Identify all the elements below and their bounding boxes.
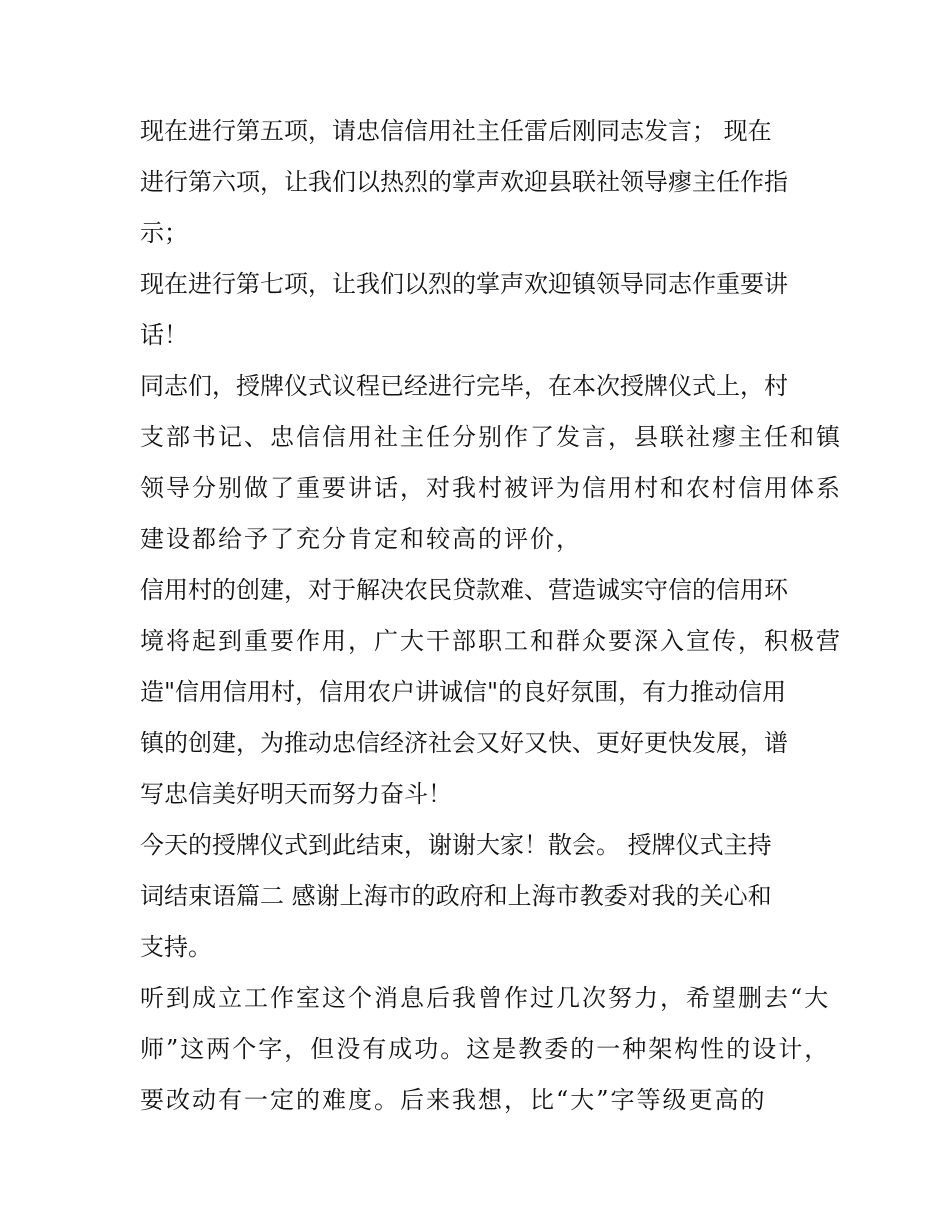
text-line: 支部书记、忠信信用社主任分别作了发言，县联社瘳主任和镇 bbox=[140, 423, 842, 451]
text-line: 师”这两个字，但没有成功。这是教委的一种架构性的设计， bbox=[140, 1035, 831, 1063]
text-line: 现在进行第五项，请忠信信用社主任雷后刚同志发言； 现在 bbox=[140, 117, 772, 145]
text-line: 信用村的创建，对于解决农民贷款难、营造诚实守信的信用环 bbox=[140, 576, 788, 604]
text-line: 今天的授牌仪式到此结束，谢谢大家！散会。 授牌仪式主持 bbox=[140, 831, 772, 859]
text-line: 支持。 bbox=[140, 933, 212, 961]
text-line: 进行第六项，让我们以热烈的掌声欢迎县联社领导瘳主任作指 bbox=[140, 168, 788, 196]
text-line: 现在进行第七项，让我们以烈的掌声欢迎镇领导同志作重要讲 bbox=[140, 270, 788, 298]
text-line: 同志们，授牌仪式议程已经进行完毕，在本次授牌仪式上，村 bbox=[140, 372, 788, 400]
text-line: 领导分别做了重要讲话，对我村被评为信用村和农村信用体系 bbox=[140, 474, 842, 502]
text-line: 写忠信美好明天而努力奋斗！ bbox=[140, 780, 452, 808]
text-line: 建设都给予了充分肯定和较高的评价， bbox=[140, 525, 582, 553]
text-line: 词结束语篇二 感谢上海市的政府和上海市教委对我的关心和 bbox=[140, 882, 772, 910]
paragraph-6 bbox=[140, 973, 831, 1126]
paragraph-4 bbox=[140, 565, 842, 820]
text-line: 造"信用信用村，信用农户讲诚信"的良好氛围，有力推动信用 bbox=[140, 678, 787, 706]
document-body bbox=[140, 106, 842, 1126]
paragraph-1 bbox=[140, 106, 820, 259]
paragraph-2 bbox=[140, 259, 820, 361]
text-line: 话！ bbox=[140, 321, 188, 349]
text-line: 示； bbox=[140, 219, 188, 247]
text-line: 听到成立工作室这个消息后我曾作过几次努力，希望删去“大 bbox=[140, 984, 831, 1012]
paragraph-3 bbox=[140, 361, 842, 565]
text-line: 镇的创建，为推动忠信经济社会又好又快、更好更快发展，谱 bbox=[140, 729, 788, 757]
text-line: 境将起到重要作用，广大干部职工和群众要深入宣传，积极营 bbox=[140, 627, 842, 655]
paragraph-5 bbox=[140, 820, 820, 973]
text-line: 要改动有一定的难度。后来我想，比“大”字等级更高的 bbox=[140, 1086, 767, 1114]
